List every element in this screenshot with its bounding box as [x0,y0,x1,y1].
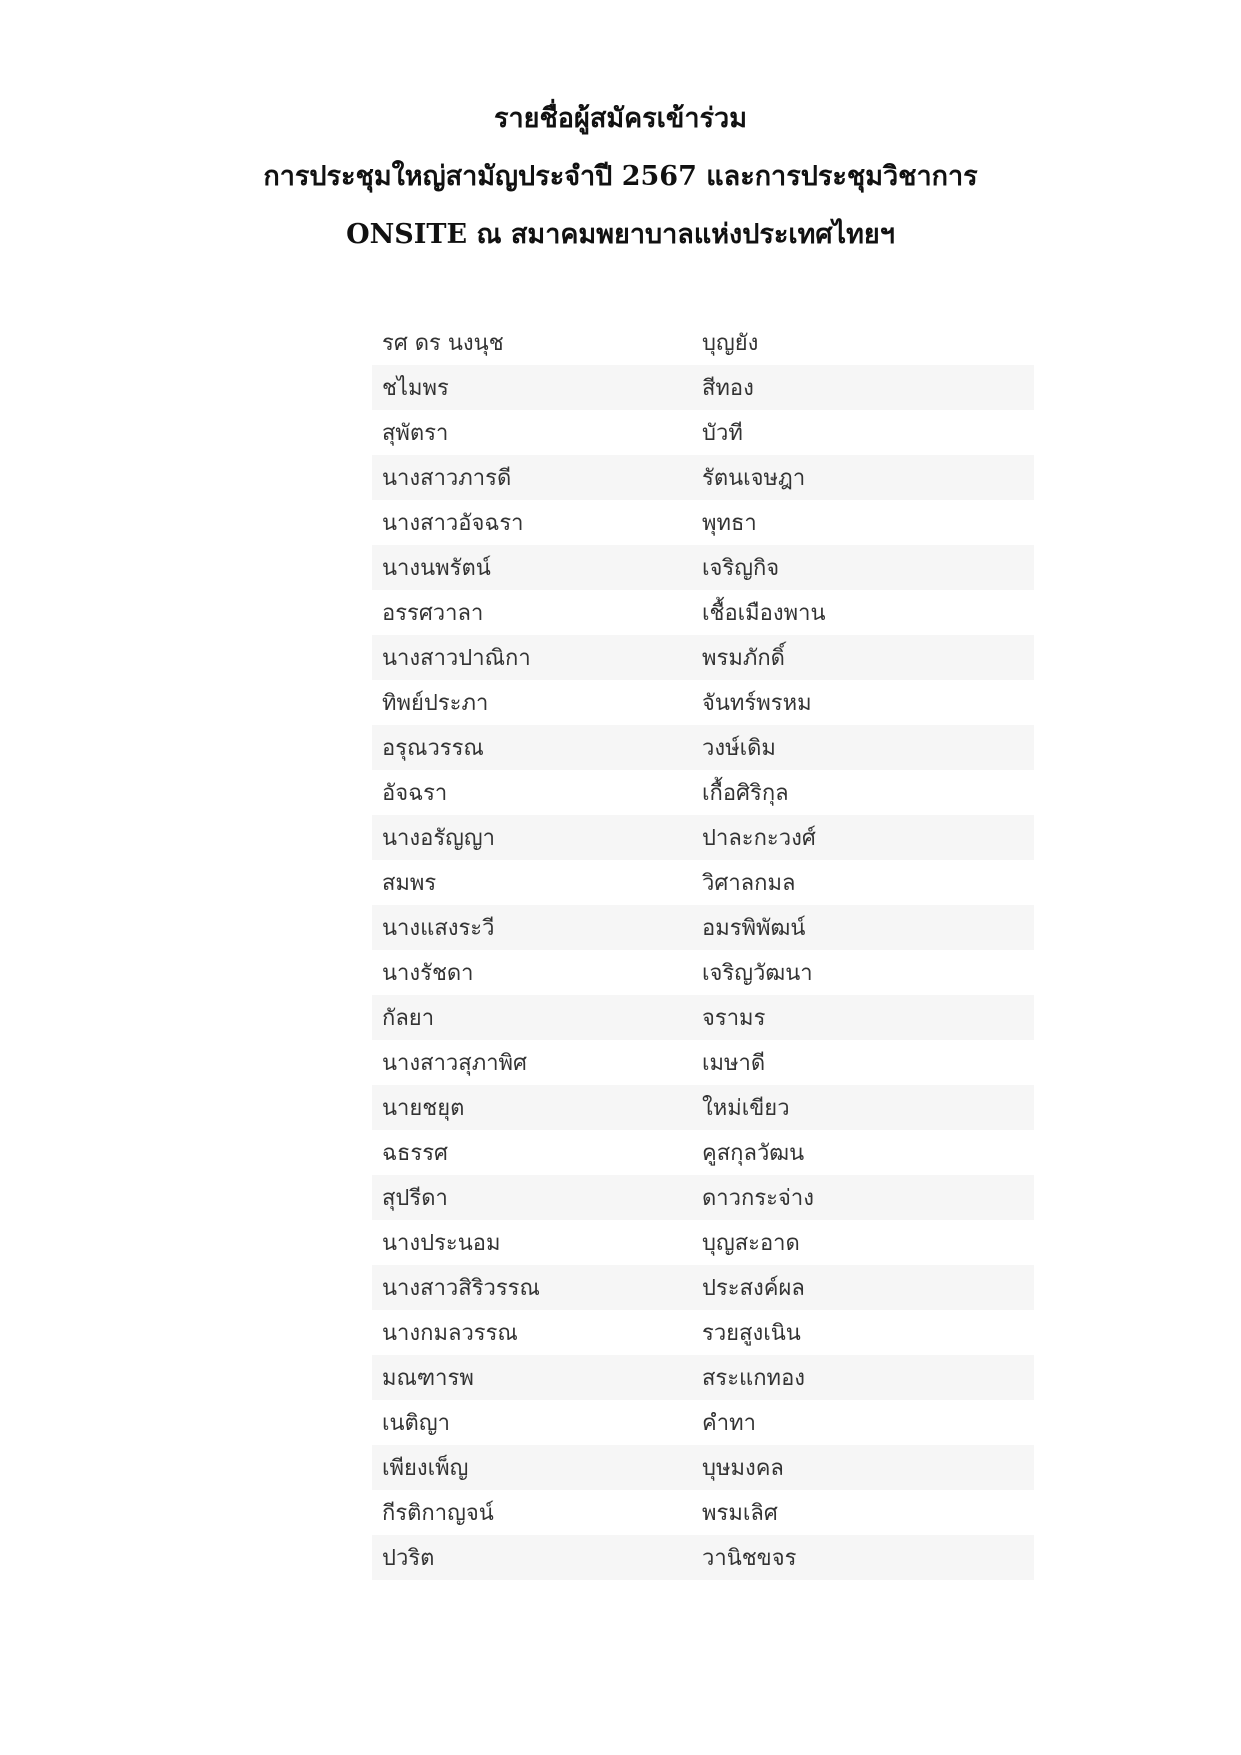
table-row [372,500,1034,545]
table-row [372,365,1034,410]
last-name-cell: เมษาดี [702,1051,766,1076]
last-name-cell: พรมเลิศ [702,1501,778,1526]
table-row [372,1445,1034,1490]
last-name-cell: ใหม่เขียว [702,1096,790,1121]
last-name-cell: เชื้อเมืองพาน [702,601,826,626]
first-name-cell: นางสาวสุภาพิศ [382,1051,528,1076]
last-name-cell: สีทอง [702,376,754,401]
last-name-cell: บัวที [702,421,743,446]
last-name-cell: เจริญวัฒนา [702,961,813,986]
table-row [372,1130,1034,1175]
last-name-cell: จันทร์พรหม [702,691,812,716]
document-subtitle-venue: ONSITE ณ สมาคมพยาบาลแห่งประเทศไทยฯ [346,219,895,250]
attendee-table [372,320,1034,1580]
first-name-cell: นางรัชดา [382,961,474,986]
last-name-cell: วิศาลกมล [702,871,796,896]
first-name-cell: รศ ดร นงนุช [382,331,504,356]
table-row [372,725,1034,770]
last-name-cell: วงษ์เดิม [702,736,776,761]
table-row [372,770,1034,815]
last-name-cell: รัตนเจษฎา [702,466,806,491]
first-name-cell: สมพร [382,871,437,896]
last-name-cell: ดาวกระจ่าง [702,1186,814,1211]
last-name-cell: คูสกุลวัฒน [702,1141,805,1166]
table-row [372,950,1034,995]
table-row [372,1310,1034,1355]
first-name-cell: นางสาวอัจฉรา [382,511,524,536]
last-name-cell: เจริญกิจ [702,556,780,581]
table-row [372,905,1034,950]
first-name-cell: อรรศวาลา [382,601,484,626]
first-name-cell: นายชยุต [382,1096,465,1121]
last-name-cell: พรมภักดิ์ [702,646,785,671]
last-name-cell: วานิชขจร [702,1546,797,1571]
last-name-cell: บุญยัง [702,331,759,356]
document-header [0,90,1241,264]
last-name-cell: รวยสูงเนิน [702,1321,801,1346]
table-row [372,1490,1034,1535]
last-name-cell: อมรพิพัฒน์ [702,916,806,941]
first-name-cell: อัจฉรา [382,781,448,806]
table-row [372,1355,1034,1400]
first-name-cell: นางนพรัตน์ [382,556,491,581]
table-row [372,455,1034,500]
document-title: รายชื่อผู้สมัครเข้าร่วม [494,103,747,134]
table-row [372,1175,1034,1220]
first-name-cell: นางสาวภารดี [382,466,512,491]
first-name-cell: สุปรีดา [382,1186,448,1211]
last-name-cell: ประสงค์ผล [702,1276,805,1301]
last-name-cell: ปาละกะวงศ์ [702,826,816,851]
first-name-cell: อรุณวรรณ [382,736,484,761]
table-row [372,1220,1034,1265]
table-row [372,995,1034,1040]
first-name-cell: กีรติกาญจน์ [382,1501,494,1526]
last-name-cell: จรามร [702,1006,766,1031]
first-name-cell: นางกมลวรรณ [382,1321,518,1346]
last-name-cell: บุญสะอาด [702,1231,800,1256]
last-name-cell: พุทธา [702,511,757,536]
table-row [372,1040,1034,1085]
first-name-cell: ชไมพร [382,376,449,401]
table-row [372,1400,1034,1445]
table-row [372,590,1034,635]
table-row [372,635,1034,680]
first-name-cell: ทิพย์ประภา [382,691,489,716]
last-name-cell: เกื้อศิริกุล [702,781,789,806]
last-name-cell: บุษมงคล [702,1456,784,1481]
document-subtitle-meeting: การประชุมใหญ่สามัญประจำปี 2567 และการประชุมวิชาการ [263,161,978,192]
first-name-cell: เพียงเพ็ญ [382,1456,469,1481]
table-row [372,680,1034,725]
first-name-cell: กัลยา [382,1006,435,1031]
first-name-cell: เนติญา [382,1411,450,1436]
table-row [372,1535,1034,1580]
first-name-cell: ฉธรรศ [382,1141,449,1166]
table-row [372,1085,1034,1130]
table-row [372,815,1034,860]
last-name-cell: สระแกทอง [702,1366,806,1391]
table-row [372,545,1034,590]
first-name-cell: นางสาวสิริวรรณ [382,1276,540,1301]
table-row [372,860,1034,905]
first-name-cell: ปวริต [382,1546,435,1571]
first-name-cell: มณฑารพ [382,1366,474,1391]
first-name-cell: นางสาวปาณิกา [382,646,531,671]
last-name-cell: คำทา [702,1411,756,1436]
table-row [372,1265,1034,1310]
table-row [372,320,1034,365]
first-name-cell: นางแสงระวี [382,916,495,941]
table-row [372,410,1034,455]
first-name-cell: สุพัตรา [382,421,449,446]
first-name-cell: นางอรัญญา [382,826,496,851]
first-name-cell: นางประนอม [382,1231,501,1256]
